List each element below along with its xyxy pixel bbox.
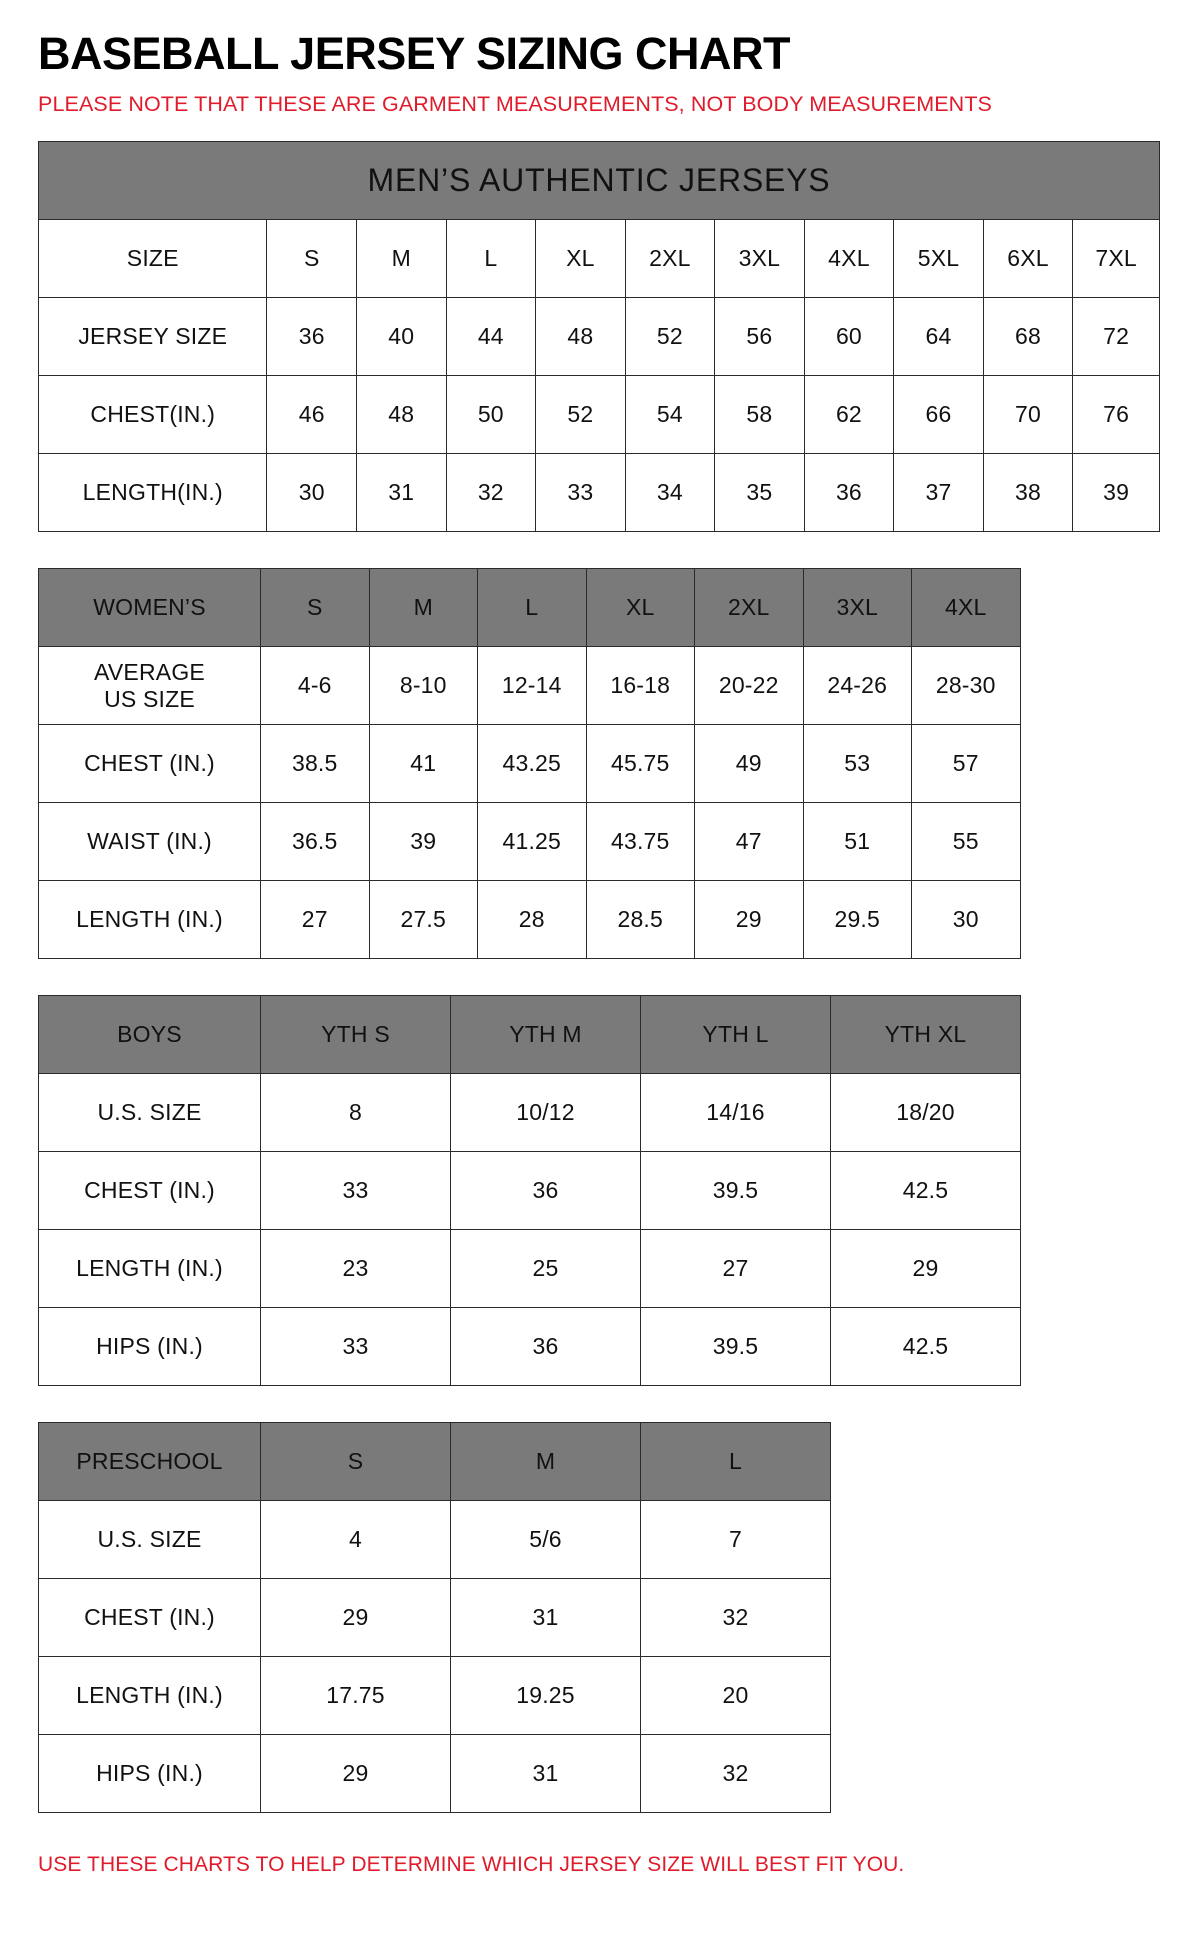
preschool-chest-s: 29 xyxy=(261,1579,451,1657)
womens-sizing-table xyxy=(38,568,1021,959)
womens-chest-l: 43.25 xyxy=(478,725,587,803)
boys-band-label: BOYS xyxy=(39,996,261,1074)
table-row xyxy=(39,1735,831,1813)
mens-chest-2xl: 54 xyxy=(625,376,715,454)
table-row xyxy=(39,1657,831,1735)
table-row xyxy=(39,803,1021,881)
boys-hips-yth-xl: 42.5 xyxy=(831,1308,1021,1386)
boys-row-label-length: LENGTH (IN.) xyxy=(39,1230,261,1308)
table-row xyxy=(39,725,1021,803)
womens-waist-s: 36.5 xyxy=(261,803,370,881)
boys-length-yth-s: 23 xyxy=(261,1230,451,1308)
mens-chest-l: 50 xyxy=(446,376,536,454)
mens-band-row xyxy=(39,142,1160,220)
table-row xyxy=(39,1230,1021,1308)
mens-length-4xl: 36 xyxy=(804,454,894,532)
preschool-length-l: 20 xyxy=(641,1657,831,1735)
mens-size-4xl: 4XL xyxy=(804,220,894,298)
preschool-row-label-us-size: U.S. SIZE xyxy=(39,1501,261,1579)
boys-row-label-hips: HIPS (IN.) xyxy=(39,1308,261,1386)
mens-size-label: SIZE xyxy=(39,220,267,298)
mens-jersey-size-4xl: 60 xyxy=(804,298,894,376)
table-row xyxy=(39,298,1160,376)
mens-length-s: 30 xyxy=(267,454,357,532)
mens-size-3xl: 3XL xyxy=(715,220,805,298)
preschool-us-size-l: 7 xyxy=(641,1501,831,1579)
womens-length-xl: 28.5 xyxy=(586,881,695,959)
boys-sizing-table xyxy=(38,995,1021,1386)
preschool-length-s: 17.75 xyxy=(261,1657,451,1735)
table-row xyxy=(39,1152,1021,1230)
boys-us-size-yth-xl: 18/20 xyxy=(831,1074,1021,1152)
preschool-band-label: PRESCHOOL xyxy=(39,1423,261,1501)
womens-row-label-chest: CHEST (IN.) xyxy=(39,725,261,803)
mens-length-m: 31 xyxy=(357,454,447,532)
womens-length-2xl: 29 xyxy=(695,881,804,959)
mens-jersey-size-m: 40 xyxy=(357,298,447,376)
boys-length-yth-m: 25 xyxy=(451,1230,641,1308)
mens-length-2xl: 34 xyxy=(625,454,715,532)
mens-size-l: L xyxy=(446,220,536,298)
mens-size-6xl: 6XL xyxy=(983,220,1073,298)
preschool-hips-m: 31 xyxy=(451,1735,641,1813)
womens-row-label-line1: AVERAGE xyxy=(94,659,205,686)
boys-size-yth-xl: YTH XL xyxy=(831,996,1021,1074)
preschool-chest-l: 32 xyxy=(641,1579,831,1657)
mens-jersey-size-5xl: 64 xyxy=(894,298,984,376)
womens-chest-4xl: 57 xyxy=(912,725,1021,803)
womens-length-m: 27.5 xyxy=(369,881,478,959)
womens-waist-3xl: 51 xyxy=(803,803,912,881)
boys-chest-yth-m: 36 xyxy=(451,1152,641,1230)
page-title: BASEBALL JERSEY SIZING CHART xyxy=(38,28,790,79)
womens-chest-m: 41 xyxy=(369,725,478,803)
preschool-row-label-hips: HIPS (IN.) xyxy=(39,1735,261,1813)
womens-length-3xl: 29.5 xyxy=(803,881,912,959)
womens-us-size-4xl: 28-30 xyxy=(912,647,1021,725)
preschool-row-label-length: LENGTH (IN.) xyxy=(39,1657,261,1735)
mens-size-2xl: 2XL xyxy=(625,220,715,298)
preschool-sizing-table xyxy=(38,1422,831,1813)
womens-size-xl: XL xyxy=(586,569,695,647)
mens-sizing-table xyxy=(38,141,1160,532)
mens-band-title: MEN’S AUTHENTIC JERSEYS xyxy=(39,142,1160,220)
womens-waist-2xl: 47 xyxy=(695,803,804,881)
mens-jersey-size-3xl: 56 xyxy=(715,298,805,376)
mens-jersey-size-s: 36 xyxy=(267,298,357,376)
mens-chest-7xl: 76 xyxy=(1073,376,1160,454)
womens-row-label-length: LENGTH (IN.) xyxy=(39,881,261,959)
mens-chest-4xl: 62 xyxy=(804,376,894,454)
boys-chest-yth-xl: 42.5 xyxy=(831,1152,1021,1230)
mens-size-5xl: 5XL xyxy=(894,220,984,298)
womens-length-s: 27 xyxy=(261,881,370,959)
table-row xyxy=(39,881,1021,959)
boys-chest-yth-l: 39.5 xyxy=(641,1152,831,1230)
mens-jersey-size-l: 44 xyxy=(446,298,536,376)
womens-chest-s: 38.5 xyxy=(261,725,370,803)
womens-size-2xl: 2XL xyxy=(695,569,804,647)
measurement-note: PLEASE NOTE THAT THESE ARE GARMENT MEASUREMENTS, NOT BODY MEASUREMENTS xyxy=(38,92,992,117)
mens-length-7xl: 39 xyxy=(1073,454,1160,532)
table-row xyxy=(39,1308,1021,1386)
mens-length-xl: 33 xyxy=(536,454,626,532)
preschool-us-size-s: 4 xyxy=(261,1501,451,1579)
mens-jersey-size-2xl: 52 xyxy=(625,298,715,376)
womens-chest-3xl: 53 xyxy=(803,725,912,803)
boys-size-yth-l: YTH L xyxy=(641,996,831,1074)
table-row xyxy=(39,454,1160,532)
preschool-hips-s: 29 xyxy=(261,1735,451,1813)
mens-length-6xl: 38 xyxy=(983,454,1073,532)
womens-us-size-s: 4-6 xyxy=(261,647,370,725)
womens-size-l: L xyxy=(478,569,587,647)
mens-length-5xl: 37 xyxy=(894,454,984,532)
mens-jersey-size-xl: 48 xyxy=(536,298,626,376)
mens-size-xl: XL xyxy=(536,220,626,298)
boys-row-label-us-size: U.S. SIZE xyxy=(39,1074,261,1152)
womens-chest-xl: 45.75 xyxy=(586,725,695,803)
womens-us-size-m: 8-10 xyxy=(369,647,478,725)
womens-chest-2xl: 49 xyxy=(695,725,804,803)
womens-row-label-average-us-size xyxy=(39,647,261,725)
mens-row-label-jersey-size: JERSEY SIZE xyxy=(39,298,267,376)
womens-band-row xyxy=(39,569,1021,647)
boys-hips-yth-s: 33 xyxy=(261,1308,451,1386)
womens-us-size-3xl: 24-26 xyxy=(803,647,912,725)
footer-note: USE THESE CHARTS TO HELP DETERMINE WHICH JERSEY SIZE WILL BEST FIT YOU. xyxy=(38,1853,905,1877)
mens-chest-5xl: 66 xyxy=(894,376,984,454)
mens-size-s: S xyxy=(267,220,357,298)
womens-length-l: 28 xyxy=(478,881,587,959)
preschool-size-m: M xyxy=(451,1423,641,1501)
preschool-size-s: S xyxy=(261,1423,451,1501)
boys-band-row xyxy=(39,996,1021,1074)
boys-length-yth-xl: 29 xyxy=(831,1230,1021,1308)
womens-us-size-2xl: 20-22 xyxy=(695,647,804,725)
mens-size-header-row xyxy=(39,220,1160,298)
mens-chest-6xl: 70 xyxy=(983,376,1073,454)
boys-size-yth-m: YTH M xyxy=(451,996,641,1074)
mens-size-7xl: 7XL xyxy=(1073,220,1160,298)
womens-row-label-waist: WAIST (IN.) xyxy=(39,803,261,881)
boys-us-size-yth-s: 8 xyxy=(261,1074,451,1152)
mens-jersey-size-6xl: 68 xyxy=(983,298,1073,376)
boys-us-size-yth-m: 10/12 xyxy=(451,1074,641,1152)
womens-waist-xl: 43.75 xyxy=(586,803,695,881)
table-row xyxy=(39,647,1021,725)
womens-row-label-line2: US SIZE xyxy=(104,685,195,712)
womens-size-s: S xyxy=(261,569,370,647)
womens-size-4xl: 4XL xyxy=(912,569,1021,647)
boys-hips-yth-m: 36 xyxy=(451,1308,641,1386)
womens-waist-4xl: 55 xyxy=(912,803,1021,881)
preschool-length-m: 19.25 xyxy=(451,1657,641,1735)
table-row xyxy=(39,376,1160,454)
womens-length-4xl: 30 xyxy=(912,881,1021,959)
table-row xyxy=(39,1579,831,1657)
boys-chest-yth-s: 33 xyxy=(261,1152,451,1230)
womens-size-m: M xyxy=(369,569,478,647)
preschool-band-row xyxy=(39,1423,831,1501)
table-row xyxy=(39,1501,831,1579)
preschool-hips-l: 32 xyxy=(641,1735,831,1813)
mens-row-label-chest: CHEST(IN.) xyxy=(39,376,267,454)
womens-waist-m: 39 xyxy=(369,803,478,881)
mens-row-label-length: LENGTH(IN.) xyxy=(39,454,267,532)
womens-waist-l: 41.25 xyxy=(478,803,587,881)
preschool-row-label-chest: CHEST (IN.) xyxy=(39,1579,261,1657)
mens-chest-m: 48 xyxy=(357,376,447,454)
table-row xyxy=(39,1074,1021,1152)
preschool-size-l: L xyxy=(641,1423,831,1501)
womens-size-3xl: 3XL xyxy=(803,569,912,647)
mens-jersey-size-7xl: 72 xyxy=(1073,298,1160,376)
mens-length-3xl: 35 xyxy=(715,454,805,532)
boys-length-yth-l: 27 xyxy=(641,1230,831,1308)
mens-chest-3xl: 58 xyxy=(715,376,805,454)
mens-length-l: 32 xyxy=(446,454,536,532)
womens-us-size-xl: 16-18 xyxy=(586,647,695,725)
womens-band-label: WOMEN’S xyxy=(39,569,261,647)
boys-us-size-yth-l: 14/16 xyxy=(641,1074,831,1152)
mens-chest-xl: 52 xyxy=(536,376,626,454)
womens-us-size-l: 12-14 xyxy=(478,647,587,725)
preschool-chest-m: 31 xyxy=(451,1579,641,1657)
mens-chest-s: 46 xyxy=(267,376,357,454)
boys-hips-yth-l: 39.5 xyxy=(641,1308,831,1386)
mens-size-m: M xyxy=(357,220,447,298)
boys-row-label-chest: CHEST (IN.) xyxy=(39,1152,261,1230)
preschool-us-size-m: 5/6 xyxy=(451,1501,641,1579)
boys-size-yth-s: YTH S xyxy=(261,996,451,1074)
